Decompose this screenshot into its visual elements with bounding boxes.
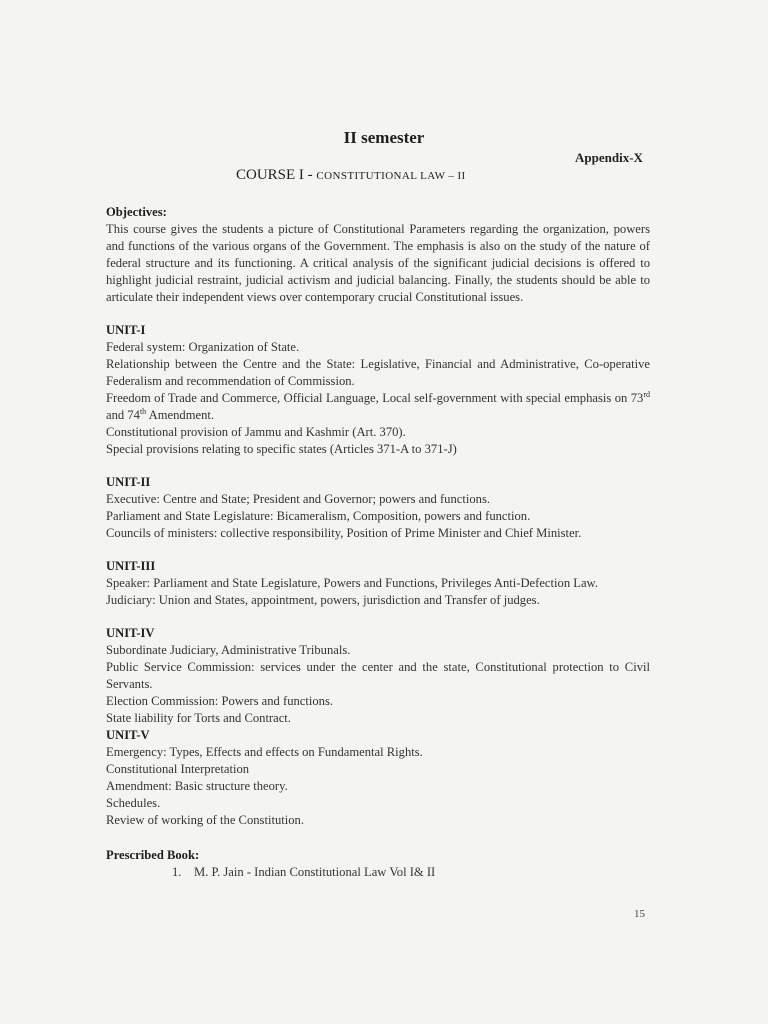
unit-2-line: Parliament and State Legislature: Bicameralism, Composition, powers and function. xyxy=(106,509,531,523)
objectives-text: This course gives the students a picture of Constitutional Parameters regarding the organization, powers and functions of the various organs of the Government. The emphasis is also on the study of the nature of federal structure and its functioning. A critical analysis of the significant judicial decisions is offered to highlight judicial restraint, judicial activism and judicial balancing. Finally, the students should be able to articulate their independent views over contemporary crucial Constitutional issues. xyxy=(106,222,650,304)
document-body xyxy=(106,204,650,881)
objectives-heading: Objectives: xyxy=(106,205,167,219)
unit-2-line: Executive: Centre and State; President and Governor; powers and functions. xyxy=(106,492,491,506)
unit-1-freedom-line xyxy=(106,390,650,424)
freedom-text-part: Freedom of Trade and Commerce, Official Language, Local self-government with special emphasis on 73 xyxy=(106,391,644,405)
superscript-rd: rd xyxy=(643,389,650,399)
unit-1-line: Special provisions relating to specific states (Articles 371-A to 371-J) xyxy=(106,442,457,456)
unit-1-line: Federal system: Organization of State. xyxy=(106,340,300,354)
freedom-text-part: and 74 xyxy=(106,408,140,422)
freedom-text-part: Amendment. xyxy=(146,408,215,422)
course-title xyxy=(236,167,466,184)
unit-5-section xyxy=(106,727,650,829)
unit-1-heading: UNIT-I xyxy=(106,323,146,337)
unit-4-line: State liability for Torts and Contract. xyxy=(106,711,291,725)
unit-5-line: Emergency: Types, Effects and effects on Fundamental Rights. xyxy=(106,745,423,759)
unit-4-section xyxy=(106,625,650,727)
superscript-th: th xyxy=(139,406,147,416)
book-number: 1. xyxy=(172,865,182,879)
objectives-section xyxy=(106,204,650,306)
unit-2-section xyxy=(106,474,650,542)
page-number: 15 xyxy=(634,908,645,920)
prescribed-book-section xyxy=(106,847,650,881)
course-prefix: COURSE I - xyxy=(236,167,317,183)
unit-5-heading: UNIT-V xyxy=(106,728,150,742)
unit-5-line: Amendment: Basic structure theory. xyxy=(106,779,288,793)
unit-1-line: Relationship between the Centre and the State: Legislative, Financial and Administrative, Co-operative Federalism and recommendation of Commission. xyxy=(106,357,650,388)
unit-3-line: Judiciary: Union and States, appointment, powers, jurisdiction and Transfer of judges. xyxy=(106,593,540,607)
course-subject: CONSTITUTIONAL LAW – II xyxy=(316,170,466,182)
prescribed-book-heading: Prescribed Book: xyxy=(106,848,200,862)
unit-2-heading: UNIT-II xyxy=(106,475,151,489)
unit-4-line: Subordinate Judiciary, Administrative Tribunals. xyxy=(106,643,351,657)
unit-4-line: Public Service Commission: services under the center and the state, Constitutional protection to Civil Servants. xyxy=(106,660,650,691)
unit-4-line: Election Commission: Powers and functions. xyxy=(106,694,334,708)
book-title: M. P. Jain - Indian Constitutional Law Vol I& II xyxy=(194,865,436,879)
book-list-item xyxy=(172,864,650,881)
unit-5-line: Review of working of the Constitution. xyxy=(106,813,304,827)
unit-4-heading: UNIT-IV xyxy=(106,626,155,640)
unit-2-line: Councils of ministers: collective responsibility, Position of Prime Minister and Chief Minister. xyxy=(106,526,582,540)
unit-1-line: Constitutional provision of Jammu and Kashmir (Art. 370). xyxy=(106,425,406,439)
unit-3-line: Speaker: Parliament and State Legislature, Powers and Functions, Privileges Anti-Defection Law. xyxy=(106,576,598,590)
appendix-label: Appendix-X xyxy=(575,150,643,165)
unit-1-section xyxy=(106,322,650,458)
unit-3-section xyxy=(106,558,650,609)
semester-title: II semester xyxy=(343,128,425,147)
unit-5-line: Constitutional Interpretation xyxy=(106,762,250,776)
unit-5-line: Schedules. xyxy=(106,796,161,810)
unit-3-heading: UNIT-III xyxy=(106,559,156,573)
